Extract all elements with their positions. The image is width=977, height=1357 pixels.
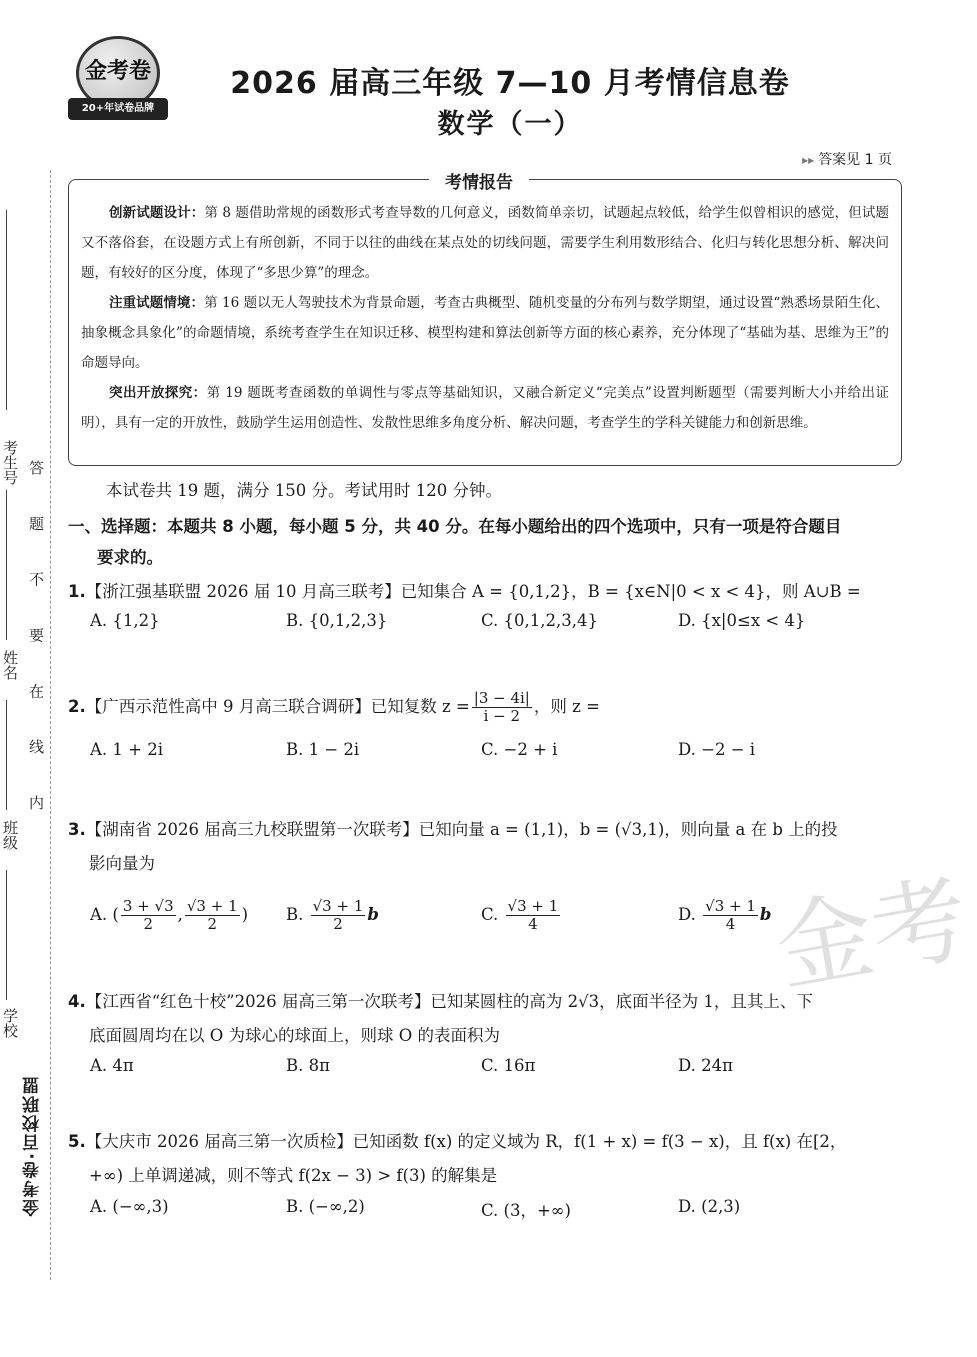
fraction-denominator: i − 2: [483, 707, 521, 725]
section-heading-line1: 一、选择题：本题共 8 小题，每小题 5 分，共 40 分。在每小题给出的四个选项中，只有一项是符合题目: [68, 517, 842, 536]
brand-logo: [68, 36, 168, 128]
question-stem-cont: 影向量为: [89, 854, 155, 873]
question-number: 5.: [68, 1132, 86, 1151]
question-source: 【江西省“红色十校”2026 届高三第一次联考】: [85, 992, 431, 1011]
option-a: A. {1,2}: [90, 611, 160, 630]
label-class: 班级: [1, 820, 19, 850]
label-name: 姓名: [1, 650, 19, 680]
question-1-options: [90, 611, 850, 645]
underline-class: [6, 700, 7, 810]
fraction: [121, 898, 176, 933]
option-d: [678, 898, 771, 933]
answer-reference: [802, 149, 892, 169]
option-label: A.: [90, 905, 108, 924]
question-source: 【大庆市 2026 届高三第一次质检】: [85, 1132, 353, 1151]
report-item-text: 第 16 题以无人驾驶技术为背景命题，考查古典概型、随机变量的分布列与数学期望，通过设置“熟悉场景陌生化、抽象概念具象化”的命题情境，系统考查学生在知识迁移、模型构建和算法创新等方面的核心素养，充分体现了“基础为基、思维为王”的命题导向。: [81, 295, 889, 371]
option-b: B. 1 − 2i: [286, 740, 360, 759]
question-stem-tail: ，则 z =: [533, 697, 600, 716]
fraction-denominator: 4: [725, 915, 736, 933]
question-3-options: [90, 898, 850, 940]
option-c: C. −2 + i: [481, 740, 558, 759]
question-number: 2.: [68, 697, 86, 716]
fraction-numerator: √3 + 1: [186, 897, 238, 915]
report-title: 考情报告: [429, 168, 529, 193]
question-2-options: [90, 740, 850, 774]
question-stem: 已知集合 A = {0,1,2}，B = {x∈N|0 < x < 4}，则 A∪B =: [400, 582, 861, 601]
double-arrow-icon: ▸▸: [802, 153, 815, 167]
fraction: [703, 898, 758, 933]
question-4-options: [90, 1056, 850, 1090]
question-source: 【湖南省 2026 届高三九校联盟第一次联考】: [85, 820, 419, 839]
fraction-numerator: √3 + 1: [705, 897, 756, 915]
question-stem: 已知向量 a = (1,1)，b = (√3,1)，则向量 a 在 b 上的投: [418, 820, 838, 839]
binding-notice: 答 题 不 要 在 线 内: [27, 460, 45, 828]
answer-reference-text: 答案见 1 页: [818, 152, 892, 168]
option-label: C.: [481, 905, 499, 924]
question-1: [68, 575, 918, 609]
question-stem-cont: 底面圆周均在以 O 为球心的球面上，则球 O 的表面积为: [89, 1026, 501, 1045]
question-stem: 已知函数 f(x) 的定义域为 R，f(1 + x) = f(3 − x)，且 f(x) 在[2，: [352, 1132, 847, 1151]
option-b: B. {0,1,2,3}: [286, 611, 388, 630]
question-number: 3.: [68, 820, 86, 839]
question-stem: 已知某圆柱的高为 2√3，底面半径为 1，且其上、下: [430, 992, 813, 1011]
vector-b: b: [367, 905, 379, 924]
underline-school: [6, 870, 7, 1000]
report-item-head: 注重试题情境：: [109, 295, 205, 311]
binding-dashed-line: [50, 170, 51, 1280]
report-item: [81, 288, 889, 378]
question-source: 【广西示范性高中 9 月高三联合调研】: [85, 697, 371, 716]
option-c: C. (3，+∞): [481, 1201, 571, 1220]
fraction-denominator: 2: [143, 915, 153, 933]
fraction-denominator: 2: [207, 915, 217, 933]
option-d: D. 24π: [678, 1056, 733, 1075]
page-subtitle: 数学（一）: [437, 109, 583, 140]
question-stem: 已知复数 z =: [370, 697, 470, 716]
report-item-head: 创新试题设计：: [109, 205, 205, 221]
fraction-denominator: 2: [333, 915, 343, 933]
label-exam-no: 考生号: [1, 440, 19, 485]
page-title: 2026 届高三年级 7—10 月考情信息卷: [230, 66, 790, 101]
option-a: A. (−∞,3): [90, 1197, 169, 1216]
vector-b: b: [759, 905, 772, 924]
option-d: D. −2 − i: [678, 740, 756, 759]
report-item-text: 第 8 题借助常规的函数形式考查导数的几何意义，函数简单亲切，试题起点较低，给学生似曾相识的感觉，但试题又不落俗套，在设题方式上有所创新，不同于以往的曲线在某点处的切线问题，需要学生利用数形结合、化归与转化思想分析、解决问题，有较好的区分度，体现了“多思少算”的理念。: [81, 205, 890, 281]
fraction-denominator: 4: [528, 915, 538, 933]
option-d: D. (2,3): [678, 1197, 741, 1216]
question-stem-cont: +∞) 上单调递减，则不等式 f(2x − 3) > f(3) 的解集是: [89, 1166, 498, 1185]
option-c: C. 16π: [481, 1056, 536, 1075]
section-heading-line2: 要求的。: [97, 548, 163, 567]
section-heading: [68, 511, 918, 573]
question-number: 1.: [68, 582, 86, 601]
watermark-logo: 金考: [768, 862, 977, 1006]
question-5-options: [90, 1197, 850, 1231]
option-label: D.: [678, 905, 696, 924]
option-label: B.: [286, 905, 304, 924]
option-d: D. {x|0≤x < 4}: [678, 611, 806, 630]
report-item-head: 突出开放探究：: [109, 385, 207, 401]
fraction: [472, 690, 532, 725]
underline-name: [6, 490, 7, 640]
logo-ribbon: 20+年试卷品牌: [68, 98, 168, 120]
question-source: 【浙江强基联盟 2026 届 10 月高三联考】: [85, 582, 401, 601]
exam-intro: 本试卷共 19 题，满分 150 分。考试用时 120 分钟。: [106, 481, 502, 500]
underline-exam-no: [6, 210, 7, 410]
fraction-numerator: |3 − 4i|: [473, 689, 530, 707]
fraction: [185, 898, 240, 933]
question-4: [68, 985, 918, 1053]
report-item: [81, 198, 889, 288]
fraction-numerator: √3 + 1: [312, 897, 364, 915]
question-2: [68, 690, 918, 725]
option-b: B. 8π: [286, 1056, 330, 1075]
question-5: [68, 1125, 918, 1193]
exam-report-box: [68, 173, 902, 466]
label-school: 学校: [1, 1008, 19, 1038]
option-b: B. (−∞,2): [286, 1197, 365, 1216]
report-item-text: 第 19 题既考查函数的单调性与零点等基础知识，又融合新定义“完美点”设置判断题型（需要判断大小并给出证明），具有一定的开放性，鼓励学生运用创造性、发散性思维多角度分析、解决问题，考查学生的学科关键能力和创新思维。: [81, 385, 889, 431]
option-b: [286, 898, 379, 933]
option-c: [481, 898, 562, 933]
brand-vertical: 金考卷·百校联盟: [23, 1075, 43, 1217]
option-a: A. 1 + 2i: [90, 740, 163, 759]
fraction: [311, 898, 366, 933]
fraction-numerator: 3 + √3: [122, 897, 174, 915]
report-item: [81, 378, 889, 438]
binding-margin: [0, 0, 56, 1357]
option-a: A. ( $\frac{3 + √3}{2}$ , $\frac{√3 + 1}{2}$ ): [90, 897, 249, 933]
fraction-numerator: √3 + 1: [507, 897, 559, 915]
question-number: 4.: [68, 992, 86, 1011]
option-c: C. {0,1,2,3,4}: [481, 611, 598, 630]
logo-text: 金考卷: [84, 58, 151, 84]
fraction: [506, 898, 561, 933]
option-a: A. 4π: [90, 1056, 134, 1075]
